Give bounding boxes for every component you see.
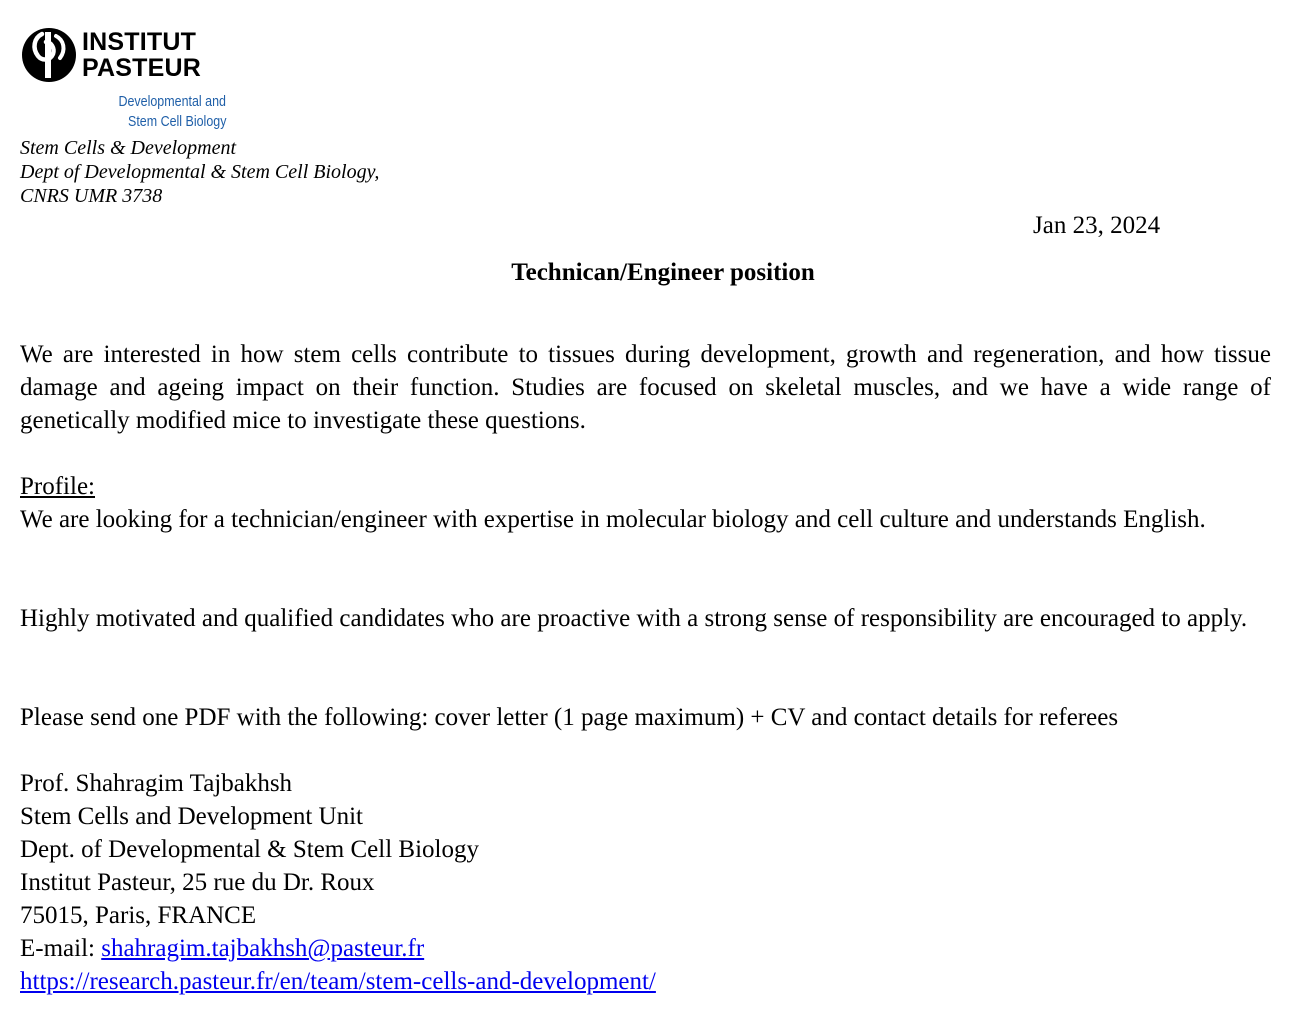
logo-name-line1: INSTITUT xyxy=(82,28,197,56)
institut-pasteur-logo xyxy=(20,24,240,134)
contact-city: 75015, Paris, FRANCE xyxy=(20,902,257,929)
unit-header-line2: Dept of Developmental & Stem Cell Biology, xyxy=(20,161,380,183)
contact-email-line xyxy=(20,932,1271,965)
unit-header-line3: CNRS UMR 3738 xyxy=(20,185,163,207)
email-label: E-mail: xyxy=(20,935,102,962)
contact-dept: Dept. of Developmental & Stem Cell Biology xyxy=(20,836,479,863)
page-title: Technican/Engineer position xyxy=(511,259,815,286)
intro-paragraph: We are interested in how stem cells contribute to tissues during development, growth and regeneration, and how tissue damage and ageing impact on their function. Studies are focused on skeletal muscles, and we have a wide range of genetically modified mice to investigate these questions. xyxy=(20,341,1271,434)
document-date: Jan 23, 2024 xyxy=(1033,212,1161,239)
profile-heading: Profile: xyxy=(20,473,95,500)
profile-paragraph: We are looking for a technician/engineer with expertise in molecular biology and cell culture and understands English. xyxy=(20,506,1206,533)
contact-address: Institut Pasteur, 25 rue du Dr. Roux xyxy=(20,869,375,896)
contact-block xyxy=(20,767,1271,998)
website-link[interactable]: https://research.pasteur.fr/en/team/stem-cells-and-development/ xyxy=(20,968,656,995)
motivation-paragraph: Highly motivated and qualified candidates who are proactive with a strong sense of responsibility are encouraged to apply. xyxy=(20,605,1248,632)
logo-name-line2: PASTEUR xyxy=(82,54,202,82)
contact-website-line xyxy=(20,965,1271,998)
logo-dept-line2: Stem Cell Biology xyxy=(127,114,226,130)
logo-dept-line1: Developmental and xyxy=(118,94,226,110)
unit-header-line1: Stem Cells & Development xyxy=(20,137,237,159)
pasteur-emblem-icon xyxy=(20,26,78,84)
contact-name: Prof. Shahragim Tajbakhsh xyxy=(20,770,293,797)
application-paragraph: Please send one PDF with the following: cover letter (1 page maximum) + CV and contact details for referees xyxy=(20,704,1119,731)
contact-unit: Stem Cells and Development Unit xyxy=(20,803,364,830)
unit-header xyxy=(20,136,379,208)
email-link[interactable]: shahragim.tajbakhsh@pasteur.fr xyxy=(101,935,425,962)
